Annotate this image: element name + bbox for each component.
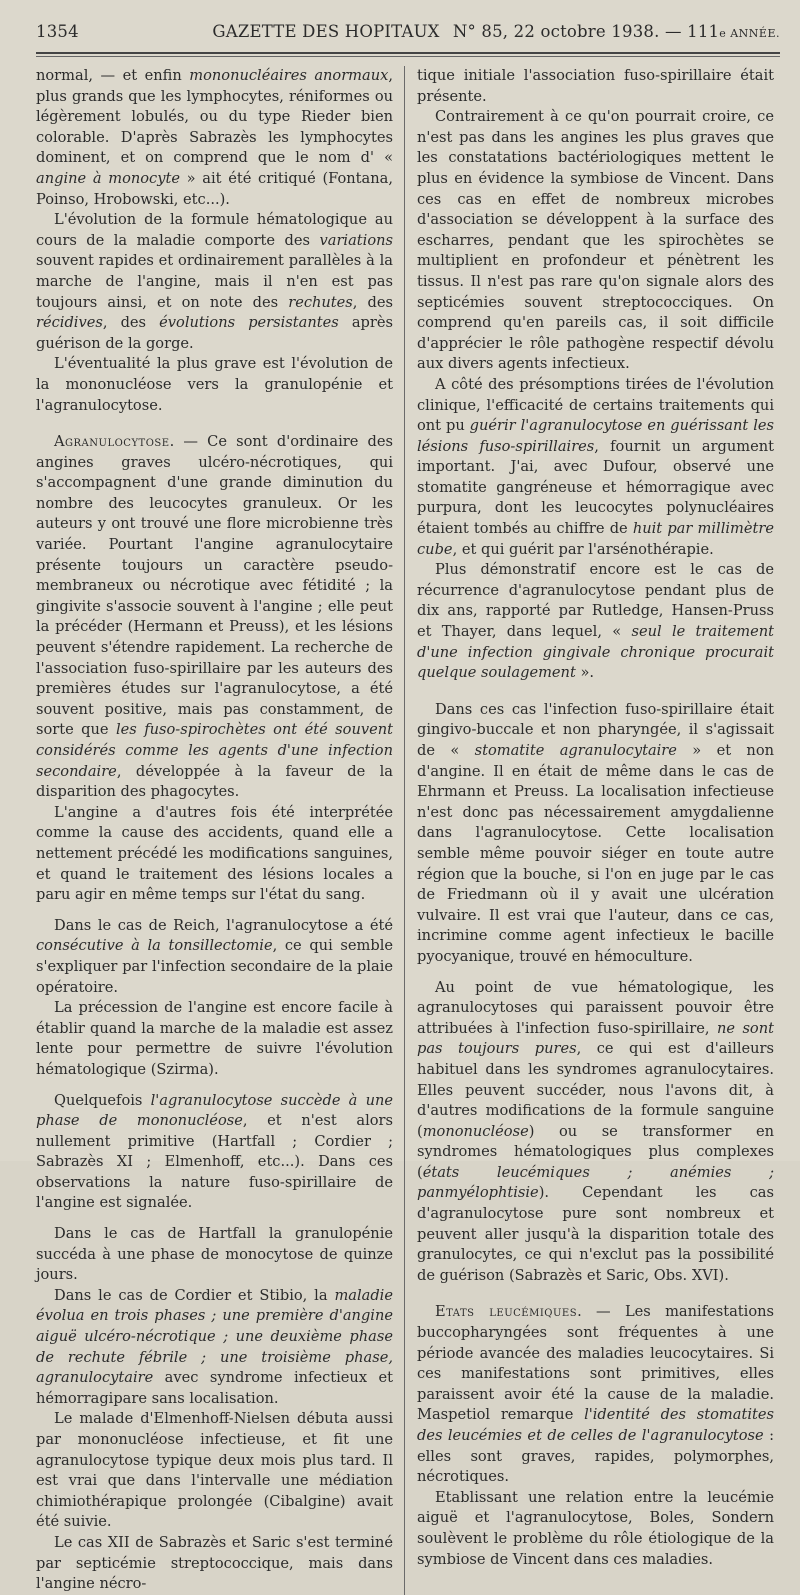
paragraph-r8	[417, 1488, 774, 1570]
paragraph-l5	[36, 803, 393, 906]
text-run: ) ou se transformer en syndromes hématologiques plus complexes (	[417, 1122, 774, 1181]
paragraph-l12	[36, 1533, 393, 1595]
emphasis-text: angine à monocyte	[36, 169, 180, 187]
emphasis-text: états leucémiques ; anémies ; panmyélophtisie	[417, 1163, 774, 1202]
text-run: Dans ces cas l'infection fuso-spirillaire était gingivo-buccale et non pharyngée, il s'agissait de «	[417, 700, 774, 759]
text-run: » ait été critiqué (Fontana, Poinso, Hrobowski, etc...).	[36, 169, 393, 208]
emphasis-text: guérir l'agranulocytose en guérissant les lésions fuso-spirillaires	[417, 417, 774, 455]
paragraph-l1	[36, 66, 393, 210]
paragraph-l9	[36, 1224, 393, 1286]
text-run: . — Ce sont d'ordinaire des angines graves ulcéro-nécrotiques, qui s'accompagnent d'une grande diminution du nombre des leucocytes granuleux. Or les auteurs y ont trouvé une flore microbienne très variée. Pourtant l'angine agranulocytaire présente toujours un caractère pseudo-membraneux ou nécrotique avec fétidité ; la gingivite s'associe souvent à l'angine ; elle peut la précéder (Hermann et Preuss), et les lésions peuvent s'étendre rapidement. La recherche de l'association fuso-spirillaire par les auteurs des premières études sur l'agranulocytose, a été souvent positive, mais pas constamment, de sorte que	[36, 433, 393, 739]
text-run: Dans le cas de Cordier et Stibio, la	[54, 1286, 335, 1304]
running-header	[36, 22, 780, 54]
text-run: Au point de vue hématologique, les agranulocytoses qui paraissent pouvoir être attribuées à l'infection fuso-spirillaire,	[417, 978, 774, 1037]
text-run: Le cas XII de Sabrazès et Saric s'est terminé par septicémie streptococcique, mais dans l'angine nécro-	[36, 1533, 393, 1593]
emphasis-text: seul le traitement d'une infection gingivale chronique procurait quelque soulagement	[417, 623, 774, 682]
text-run: normal, — et enfin	[36, 67, 190, 84]
text-run: L'angine a d'autres fois été interprétée comme la cause des accidents, quand elle a nettement précédé les modifications sanguines, et quand le traitement des lésions locales a paru agir en même temps sur l'état du sang.	[36, 803, 393, 904]
section-heading: Etats leucémiques	[435, 1303, 578, 1321]
text-run: A côté des présomptions tirées de l'évolution clinique, l'efficacité de certains traitements qui ont pu	[417, 375, 774, 435]
section-heading: Agranulocytose	[54, 433, 170, 451]
left-column	[36, 66, 405, 1595]
emphasis-text: rechutes	[288, 293, 353, 311]
text-run: Etablissant une relation entre la leucémie aiguë et l'agranulocytose, Boles, Sondern soulèvent le problème du rôle étiologique de la symbiose de Vincent dans ces maladies.	[417, 1488, 774, 1568]
emphasis-text: évolutions persistantes	[159, 314, 339, 332]
paragraph-r1	[417, 66, 774, 107]
text-run: Quelquefois	[54, 1091, 151, 1109]
paragraph-r2	[417, 107, 774, 375]
issue-date: N° 85, 22 octobre 1938. — 111	[452, 22, 720, 41]
issue-year-suffix: e ANNÉE.	[719, 27, 780, 40]
right-column	[405, 66, 774, 1595]
issue-info	[446, 22, 780, 41]
paragraph-l2	[36, 210, 393, 354]
paragraph-l4	[36, 432, 393, 803]
paragraph-l6	[36, 916, 393, 998]
text-run: . — Les manifestations buccopharyngées sont fréquentes à une période avancée des maladies leucocytaires. Si ces manifestations sont primitives, elles paraissent avoir été la cause de la maladie. Maspetiol remarque	[417, 1303, 774, 1424]
text-run: , des	[102, 314, 160, 332]
text-run: L'évolution de la formule hématologique au cours de la maladie comporte des	[36, 211, 393, 249]
emphasis-text: les fuso-spirochètes ont été souvent considérés comme les agents d'une infection secondaire	[36, 721, 393, 780]
paragraph-l11	[36, 1409, 393, 1533]
emphasis-text: l'identité des stomatites des leucémies et de celles de l'agranulocytose	[417, 1406, 774, 1444]
text-run: , ce qui semble s'expliquer par l'infection secondaire de la plaie opératoire.	[36, 937, 393, 996]
emphasis-text: l'agranulocytose succède à une phase de mononucléose	[36, 1091, 394, 1130]
text-run: , plus grands que les lymphocytes, réniformes ou légèrement lobulés, ou du type Rieder bien colorable. D'après Sabrazès les lymphocytes dominent, et on comprend que le nom d' «	[36, 67, 393, 167]
paragraph-r3	[417, 375, 774, 560]
emphasis-text: mononucléose	[422, 1122, 529, 1140]
text-run: L'éventualité la plus grave est l'évolution de la mononucléose vers la granulopénie et l'agranulocytose.	[36, 355, 393, 414]
text-run: La précession de l'angine est encore facile à établir quand la marche de la maladie est assez lente pour permettre de suivre l'évolution hématologique (Szirma).	[36, 999, 393, 1078]
text-run: , ce qui est d'ailleurs habituel dans les syndromes agranulocytaires. Elles peuvent succéder, nous l'avons dit, à d'autres modifications de la formule sanguine (	[417, 1040, 774, 1140]
article-body	[36, 66, 780, 1595]
text-run: ».	[575, 664, 595, 682]
paragraph-r4	[417, 560, 774, 684]
text-run: Le malade d'Elmenhoff-Nielsen débuta aussi par mononucléose infectieuse, et fit une agranulocytose typique deux mois plus tard. Il est vrai que dans l'intervalle une médiation chimiothérapique prolongée (Cibalgine) avait été suivie.	[36, 1410, 393, 1531]
emphasis-text: récidives	[36, 314, 103, 332]
text-run: Plus démonstratif encore est le cas de récurrence d'agranulocytose pendant plus de dix ans, rapporté par Rutledge, Hansen-Pruss et Thayer, dans lequel, «	[417, 561, 774, 641]
paragraph-r6	[417, 978, 774, 1287]
text-run: , des	[352, 293, 394, 311]
emphasis-text: huit par millimètre cube	[417, 520, 774, 558]
text-run: , et n'est alors nullement primitive (Hartfall ; Cordier ; Sabrazès XI ; Elmenhoff, etc...). Dans ces observations la nature fuso-spirillaire de l'angine est signalée.	[36, 1112, 393, 1212]
emphasis-text: variations	[319, 231, 393, 249]
text-run: tique initiale l'association fuso-spirillaire était présente.	[417, 67, 774, 105]
text-run: après guérison de la gorge.	[36, 314, 393, 352]
text-run: , développée à la faveur de la disparition des phagocytes.	[36, 762, 393, 801]
text-run: Dans le cas de Hartfall la granulopénie succéda à une phase de monocytose de quinze jours.	[36, 1225, 393, 1284]
text-run: souvent rapides et ordinairement parallèles à la marche de l'angine, mais il n'en est pas toujours ainsi, et on note des	[36, 252, 393, 311]
emphasis-text: maladie évolua en trois phases ; une première d'angine aiguë ulcéro-nécrotique ; une deuxième phase de rechute fébrile ; une troisième phase, agranulocytaire	[36, 1286, 393, 1387]
text-run: Contrairement à ce qu'on pourrait croire, ce n'est pas dans les angines les plus graves que les constatations bactériologiques mettent le plus en évidence la symbiose de Vincent. Dans ces cas en effet de nombreux microbes d'association se développent à la surface des escharres, pendant que les spirochètes se multiplient en profondeur et pénètrent les tissus. Il n'est pas rare qu'on signale alors des septicémies souvent streptococciques. On comprend qu'en pareils cas, il soit difficile d'apprécier le rôle pathogène respectif dévolu aux divers agents infectieux.	[417, 108, 774, 373]
text-run: avec syndrome infectieux et hémorragipare sans localisation.	[36, 1369, 393, 1407]
page-number: 1354	[36, 22, 79, 41]
paragraph-r7	[417, 1302, 774, 1487]
paragraph-l8	[36, 1091, 393, 1215]
paragraph-l7	[36, 998, 393, 1080]
emphasis-text: ne sont pas toujours pures	[417, 1019, 774, 1058]
emphasis-text: mononucléaires anormaux	[189, 67, 389, 84]
text-run: » et non d'angine. Il en était de même dans le cas de Ehrmann et Preuss. La localisation infectieuse n'est donc pas nécessairement amygdalienne dans l'agranulocytose. Cette localisation semble même pouvoir siéger en toute autre région que la bouche, si l'on en juge par le cas de Friedmann où il y avait une ulcération vulvaire. Il est vrai que l'auteur, dans ce cas, incrimine comme agent infectieux le bacille pyocyanique, trouvé en hémoculture.	[417, 742, 775, 965]
text-run: : elles sont graves, rapides, polymorphes, nécrotiques.	[417, 1427, 774, 1486]
text-run: ). Cependant les cas d'agranulocytose pure sont nombreux et peuvent aller jusqu'à la disparition totale des granulocytes, ce qui n'exclut pas la possibilité de guérison (Sabrazès et Saric, Obs. XVI).	[417, 1184, 774, 1284]
paragraph-l3	[36, 354, 393, 416]
emphasis-text: stomatite agranulocytaire	[474, 742, 677, 759]
text-run: , fournit un argument important. J'ai, avec Dufour, observé une stomatite gangréneuse et hémorragique avec purpura, dont les leucocytes polynucléaires étaient tombés au chiffre de	[417, 437, 774, 538]
paragraph-l10	[36, 1286, 393, 1410]
text-run: , et qui guérit par l'arsénothérapie.	[452, 540, 714, 558]
emphasis-text: consécutive à la tonsillectomie	[36, 937, 273, 955]
text-run: Dans le cas de Reich, l'agranulocytose a été	[54, 916, 393, 934]
journal-title: GAZETTE DES HOPITAUX	[212, 22, 440, 41]
paragraph-r5	[417, 700, 774, 968]
